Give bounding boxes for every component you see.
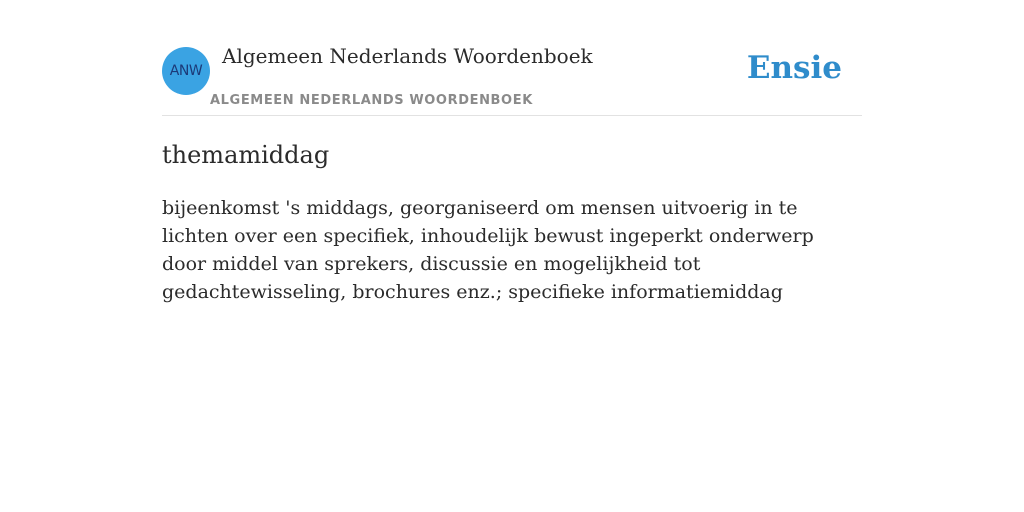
entry-headword: themamiddag: [162, 141, 330, 169]
ensie-brand-logo[interactable]: Ensie: [746, 50, 842, 86]
page-container: [162, 0, 862, 306]
source-header: [162, 0, 862, 116]
source-subtitle: ALGEMEEN NEDERLANDS WOORDENBOEK: [210, 93, 533, 108]
entry-definition: bijeenkomst 's middags, georganiseerd om mensen uitvoerig in te lichten over een specifiek, inhoudelijk bewust ingeperkt onderwerp door middel van sprekers, discussie en mogelijkheid tot gedachtewisseling, brochures enz.; specifieke informatiemiddag: [162, 197, 814, 303]
anw-logo: ANW: [162, 47, 210, 95]
source-title: Algemeen Nederlands Woordenboek: [222, 44, 593, 68]
